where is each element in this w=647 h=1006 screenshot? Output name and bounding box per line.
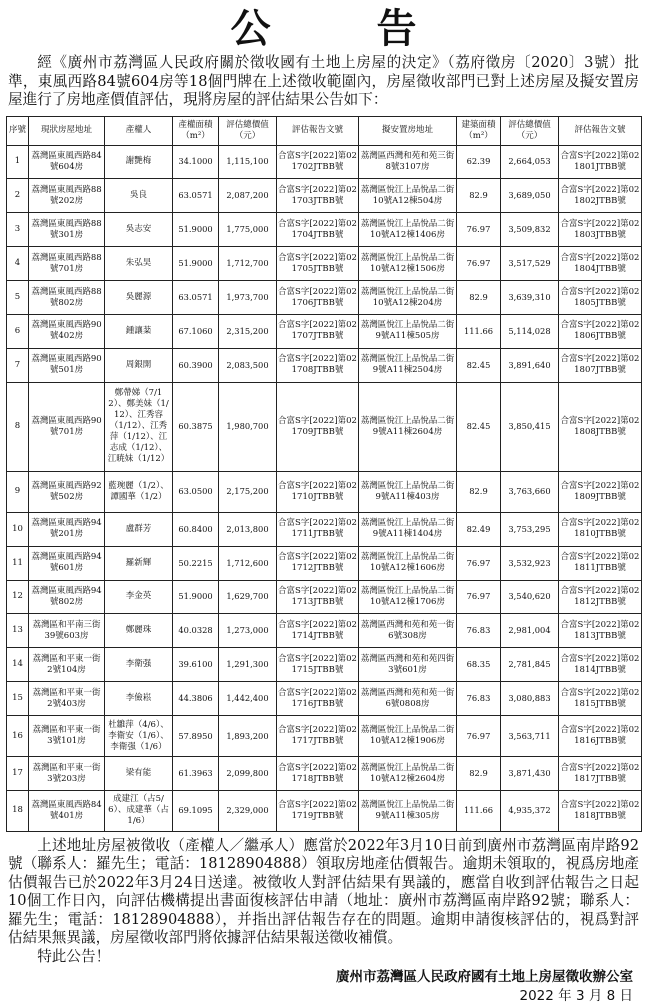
table-cell: 合富S字[2022]第021719JTBB號 <box>277 790 359 831</box>
table-cell: 合富S字[2022]第021713JTBB號 <box>277 580 359 614</box>
table-row <box>7 247 642 281</box>
table-cell: 51.9000 <box>173 247 219 281</box>
table-row <box>7 790 642 831</box>
table-cell: 吳良 <box>105 179 173 213</box>
table-cell: 15 <box>7 682 29 716</box>
table-row <box>7 682 642 716</box>
table-cell: 合富S字[2022]第021812JTBB號 <box>559 580 642 614</box>
table-cell: 合富S字[2022]第021811JTBB號 <box>559 546 642 580</box>
table-cell: 合富S字[2022]第021702JTBB號 <box>277 145 359 179</box>
table-cell: 5 <box>7 281 29 315</box>
table-cell: 合富S字[2022]第021716JTBB號 <box>277 682 359 716</box>
table-cell: 9 <box>7 471 29 512</box>
table-row <box>7 648 642 682</box>
table-cell: 60.3875 <box>173 382 219 471</box>
table-cell: 荔灣區西灣和苑和苑三街8號3107房 <box>359 145 457 179</box>
table-cell: 荔灣區東風西路90號501房 <box>29 348 105 382</box>
table-cell: 鄭麗珠 <box>105 614 173 648</box>
table-cell: 11 <box>7 546 29 580</box>
table-cell: 合富S字[2022]第021804JTBB號 <box>559 247 642 281</box>
column-header: 建築面積（m²） <box>457 116 501 145</box>
table-row <box>7 471 642 512</box>
table-cell: 76.97 <box>457 213 501 247</box>
table-cell: 1,629,700 <box>219 580 277 614</box>
table-cell: 3,639,310 <box>501 281 559 315</box>
issue-date: 2022 年 3 月 8 日 <box>519 988 633 1005</box>
table-header-row <box>7 116 642 145</box>
table-cell: 2,013,800 <box>219 512 277 546</box>
table-cell: 2,315,200 <box>219 314 277 348</box>
table-cell: 1,712,600 <box>219 546 277 580</box>
table-cell: 18 <box>7 790 29 831</box>
table-cell: 57.8950 <box>173 716 219 757</box>
table-cell: 8 <box>7 382 29 471</box>
table-cell: 合富S字[2022]第021806JTBB號 <box>559 314 642 348</box>
intro-paragraph: 經《廣州市荔灣區人民政府關於徵收國有土地上房屋的決定》（荔府徵房〔2020〕3號）批準，東風西路84號604房等18個門牌在上述徵收範圍內，房屋徵收部門已對上述房屋及擬安置房屋進行了房地產價值評估，現將房屋的評估結果公告如下： <box>8 54 639 108</box>
table-cell: 60.3900 <box>173 348 219 382</box>
table-cell: 1,893,200 <box>219 716 277 757</box>
table-cell: 荔灣區悅江上品悅品二街10號A12棟2604房 <box>359 757 457 791</box>
table-cell: 60.8400 <box>173 512 219 546</box>
table-cell: 合富S字[2022]第021813JTBB號 <box>559 614 642 648</box>
table-cell: 盧群芳 <box>105 512 173 546</box>
table-row <box>7 716 642 757</box>
table-cell: 3,540,620 <box>501 580 559 614</box>
table-cell: 荔灣區悅江上品悅品二街10號A12棟1406房 <box>359 213 457 247</box>
table-cell: 1,775,000 <box>219 213 277 247</box>
table-cell: 合富S字[2022]第021810JTBB號 <box>559 512 642 546</box>
table-cell: 3,532,923 <box>501 546 559 580</box>
table-cell: 1,273,000 <box>219 614 277 648</box>
table-cell: 40.0328 <box>173 614 219 648</box>
table-cell: 荔灣區東風西路88號202房 <box>29 179 105 213</box>
column-header: 序號 <box>7 116 29 145</box>
table-cell: 3,871,430 <box>501 757 559 791</box>
table-cell: 荔灣區和平東一街2號403房 <box>29 682 105 716</box>
table-cell: 合富S字[2022]第021712JTBB號 <box>277 546 359 580</box>
table-cell: 3,753,295 <box>501 512 559 546</box>
table-cell: 合富S字[2022]第021818JTBB號 <box>559 790 642 831</box>
table-cell: 李金英 <box>105 580 173 614</box>
table-cell: 藍琬麗（1/2）、譚國華（1/2） <box>105 471 173 512</box>
table-cell: 44.3806 <box>173 682 219 716</box>
table-cell: 5,114,028 <box>501 314 559 348</box>
table-cell: 39.6100 <box>173 648 219 682</box>
table-cell: 荔灣區悅江上品悅品二街9號A11棟2604房 <box>359 382 457 471</box>
table-cell: 荔灣區悅江上品悅品二街9號A11棟505房 <box>359 314 457 348</box>
table-cell: 合富S字[2022]第021703JTBB號 <box>277 179 359 213</box>
closing-text: 特此公告！ <box>37 947 111 965</box>
table-cell: 合富S字[2022]第021718JTBB號 <box>277 757 359 791</box>
table-cell: 111.66 <box>457 314 501 348</box>
table-cell: 82.9 <box>457 281 501 315</box>
table-cell: 荔灣區東風西路94號201房 <box>29 512 105 546</box>
table-cell: 1,291,300 <box>219 648 277 682</box>
table-cell: 鍾讓棻 <box>105 314 173 348</box>
table-cell: 合富S字[2022]第021704JTBB號 <box>277 213 359 247</box>
table-cell: 16 <box>7 716 29 757</box>
table-cell: 荔灣區東風西路94號802房 <box>29 580 105 614</box>
table-cell: 合富S字[2022]第021805JTBB號 <box>559 281 642 315</box>
table-cell: 10 <box>7 512 29 546</box>
table-cell: 2,099,800 <box>219 757 277 791</box>
table-cell: 荔灣區悅江上品悅品二街10號A12棟1706房 <box>359 580 457 614</box>
table-cell: 合富S字[2022]第021816JTBB號 <box>559 716 642 757</box>
table-cell: 荔灣區東風西路94號601房 <box>29 546 105 580</box>
table-cell: 合富S字[2022]第021717JTBB號 <box>277 716 359 757</box>
table-cell: 1,115,100 <box>219 145 277 179</box>
table-cell: 2 <box>7 179 29 213</box>
table-cell: 荔灣區東風西路88號701房 <box>29 247 105 281</box>
table-cell: 荔灣區和平東一街2號104房 <box>29 648 105 682</box>
table-cell: 50.2215 <box>173 546 219 580</box>
table-cell: 杜雛萍（4/6）、李衛安（1/6）、李衛强（1/6） <box>105 716 173 757</box>
table-cell: 2,175,200 <box>219 471 277 512</box>
table-cell: 荔灣區東風西路90號701房 <box>29 382 105 471</box>
table-cell: 荔灣區和平南三街39號603房 <box>29 614 105 648</box>
table-cell: 3,517,529 <box>501 247 559 281</box>
table-cell: 76.97 <box>457 716 501 757</box>
table-cell: 51.9000 <box>173 213 219 247</box>
table-cell: 12 <box>7 580 29 614</box>
column-header: 評估總價值（元） <box>501 116 559 145</box>
table-cell: 3,509,832 <box>501 213 559 247</box>
table-cell: 李衛强 <box>105 648 173 682</box>
table-cell: 合富S字[2022]第021814JTBB號 <box>559 648 642 682</box>
table-cell: 4,935,372 <box>501 790 559 831</box>
table-cell: 荔灣區西灣和苑和苑四街3號601房 <box>359 648 457 682</box>
table-cell: 合富S字[2022]第021705JTBB號 <box>277 247 359 281</box>
table-cell: 51.9000 <box>173 580 219 614</box>
table-cell: 合富S字[2022]第021714JTBB號 <box>277 614 359 648</box>
column-header: 評估報告文號 <box>559 116 642 145</box>
table-cell: 羅新輝 <box>105 546 173 580</box>
table-cell: 合富S字[2022]第021808JTBB號 <box>559 382 642 471</box>
table-cell: 荔灣區悅江上品悅品二街10號A12棟1506房 <box>359 247 457 281</box>
table-cell: 荔灣區悅江上品悅品二街10號A12棟1606房 <box>359 546 457 580</box>
table-cell: 76.97 <box>457 546 501 580</box>
table-cell: 荔灣區東風西路90號402房 <box>29 314 105 348</box>
table-cell: 2,087,200 <box>219 179 277 213</box>
table-cell: 合富S字[2022]第021802JTBB號 <box>559 179 642 213</box>
table-row <box>7 757 642 791</box>
column-header: 產權面積（m²） <box>173 116 219 145</box>
table-cell: 2,329,000 <box>219 790 277 831</box>
table-cell: 1 <box>7 145 29 179</box>
table-cell: 荔灣區東風西路88號802房 <box>29 281 105 315</box>
valuation-table <box>6 116 642 832</box>
column-header: 現狀房屋地址 <box>29 116 105 145</box>
table-cell: 68.35 <box>457 648 501 682</box>
notice-paragraph: 上述地址房屋被徵收（產權人／繼承人）應當於2022年3月10日前到廣州市荔灣區南岸路92號（聯系人：羅先生；電話：18128904888）領取房地產估價報告。逾期未領取的，視爲房地產估價報告已於2022年3月24日送達。被徵收人對評估結果有異議的，應當自收到評估報告之日起10個工作日內，向評估機構提出書面復核評估申請（地址：廣州市荔灣區南岸路92號；聯系人：羅先生；電話：18128904888），并指出評估報告存在的問題。逾期申請復核評估的，視爲對評估結果無異議，房屋徵收部門將依據評估結果報送徵收補償。 <box>8 836 639 947</box>
table-row <box>7 314 642 348</box>
announcement-title: 公 告 <box>230 6 463 52</box>
table-cell: 荔灣區悅江上品悅品二街10號A12棟1906房 <box>359 716 457 757</box>
table-row <box>7 179 642 213</box>
table-cell: 朱弘昊 <box>105 247 173 281</box>
table-cell: 梁有能 <box>105 757 173 791</box>
table-cell: 成建江（占5/6）、成建華（占1/6） <box>105 790 173 831</box>
table-cell: 67.1060 <box>173 314 219 348</box>
table-cell: 111.66 <box>457 790 501 831</box>
table-cell: 76.83 <box>457 614 501 648</box>
table-cell: 吳麗源 <box>105 281 173 315</box>
table-cell: 鄭帶娣（7/12）、鄭美妹（1/12）、江秀容（1/12）、江秀萍（1/12）、江志成（1/12）、江暁妹（1/12） <box>105 382 173 471</box>
table-cell: 3,763,660 <box>501 471 559 512</box>
table-cell: 荔灣區悅江上品悅品二街10號A12棟204房 <box>359 281 457 315</box>
table-cell: 合富S字[2022]第021715JTBB號 <box>277 648 359 682</box>
table-cell: 合富S字[2022]第021801JTBB號 <box>559 145 642 179</box>
table-cell: 1,980,700 <box>219 382 277 471</box>
table-cell: 82.9 <box>457 179 501 213</box>
column-header: 評估總價值（元） <box>219 116 277 145</box>
table-row <box>7 145 642 179</box>
table-cell: 3,080,883 <box>501 682 559 716</box>
table-cell: 合富S字[2022]第021710JTBB號 <box>277 471 359 512</box>
table-cell: 69.1095 <box>173 790 219 831</box>
table-cell: 2,083,500 <box>219 348 277 382</box>
table-cell: 周銀開 <box>105 348 173 382</box>
table-cell: 82.45 <box>457 348 501 382</box>
table-cell: 76.97 <box>457 580 501 614</box>
table-cell: 荔灣區悅江上品悅品二街9號A11棟2504房 <box>359 348 457 382</box>
table-cell: 荔灣區東風西路88號301房 <box>29 213 105 247</box>
table-cell: 34.1000 <box>173 145 219 179</box>
table-cell: 合富S字[2022]第021707JTBB號 <box>277 314 359 348</box>
table-cell: 3 <box>7 213 29 247</box>
table-cell: 82.45 <box>457 382 501 471</box>
table-cell: 荔灣區悅江上品悅品二街9號A11棟305房 <box>359 790 457 831</box>
table-row <box>7 281 642 315</box>
table-cell: 1,442,400 <box>219 682 277 716</box>
table-cell: 82.9 <box>457 471 501 512</box>
table-cell: 6 <box>7 314 29 348</box>
table-cell: 13 <box>7 614 29 648</box>
table-cell: 合富S字[2022]第021803JTBB號 <box>559 213 642 247</box>
table-cell: 1,712,700 <box>219 247 277 281</box>
table-cell: 吳志安 <box>105 213 173 247</box>
table-cell: 合富S字[2022]第021709JTBB號 <box>277 382 359 471</box>
table-cell: 合富S字[2022]第021706JTBB號 <box>277 281 359 315</box>
table-row <box>7 213 642 247</box>
table-cell: 3,850,415 <box>501 382 559 471</box>
table-cell: 63.0571 <box>173 281 219 315</box>
table-cell: 76.97 <box>457 247 501 281</box>
table-cell: 3,563,711 <box>501 716 559 757</box>
table-cell: 謝艷梅 <box>105 145 173 179</box>
table-cell: 76.83 <box>457 682 501 716</box>
table-cell: 荔灣區和平東一街3號203房 <box>29 757 105 791</box>
table-cell: 荔灣區西灣和苑和苑一街6號0808房 <box>359 682 457 716</box>
table-cell: 62.39 <box>457 145 501 179</box>
table-row <box>7 512 642 546</box>
table-cell: 63.0500 <box>173 471 219 512</box>
table-cell: 合富S字[2022]第021708JTBB號 <box>277 348 359 382</box>
table-cell: 2,781,845 <box>501 648 559 682</box>
table-cell: 荔灣區東風西路92號502房 <box>29 471 105 512</box>
table-cell: 82.49 <box>457 512 501 546</box>
table-cell: 1,973,700 <box>219 281 277 315</box>
table-cell: 2,981,004 <box>501 614 559 648</box>
table-cell: 合富S字[2022]第021817JTBB號 <box>559 757 642 791</box>
table-cell: 63.0571 <box>173 179 219 213</box>
table-cell: 合富S字[2022]第021815JTBB號 <box>559 682 642 716</box>
column-header: 評估報告文號 <box>277 116 359 145</box>
table-cell: 荔灣區東風西路84號604房 <box>29 145 105 179</box>
table-cell: 14 <box>7 648 29 682</box>
table-body <box>7 145 642 831</box>
table-cell: 4 <box>7 247 29 281</box>
table-row <box>7 614 642 648</box>
table-cell: 荔灣區悅江上品悅品二街10號A12棟504房 <box>359 179 457 213</box>
table-cell: 荔灣區西灣和苑和苑一街6號308房 <box>359 614 457 648</box>
table-cell: 2,664,053 <box>501 145 559 179</box>
table-row <box>7 382 642 471</box>
table-cell: 7 <box>7 348 29 382</box>
table-cell: 合富S字[2022]第021807JTBB號 <box>559 348 642 382</box>
table-cell: 合富S字[2022]第021809JTBB號 <box>559 471 642 512</box>
table-row <box>7 580 642 614</box>
table-cell: 荔灣區悅江上品悅品二街9號A11棟403房 <box>359 471 457 512</box>
table-cell: 合富S字[2022]第021711JTBB號 <box>277 512 359 546</box>
table-cell: 荔灣區悅江上品悅品二街9號A11棟1404房 <box>359 512 457 546</box>
table-cell: 17 <box>7 757 29 791</box>
table-cell: 荔灣區和平東一街3號101房 <box>29 716 105 757</box>
table-cell: 3,689,050 <box>501 179 559 213</box>
table-cell: 荔灣區東風西路84號401房 <box>29 790 105 831</box>
table-row <box>7 348 642 382</box>
table-cell: 李儉崧 <box>105 682 173 716</box>
issuing-office: 廣州市荔灣區人民政府國有土地上房屋徵收辦公室 <box>336 969 633 986</box>
table-cell: 82.9 <box>457 757 501 791</box>
table-cell: 61.3963 <box>173 757 219 791</box>
table-row <box>7 546 642 580</box>
column-header: 擬安置房地址 <box>359 116 457 145</box>
table-cell: 3,891,640 <box>501 348 559 382</box>
column-header: 產權人 <box>105 116 173 145</box>
